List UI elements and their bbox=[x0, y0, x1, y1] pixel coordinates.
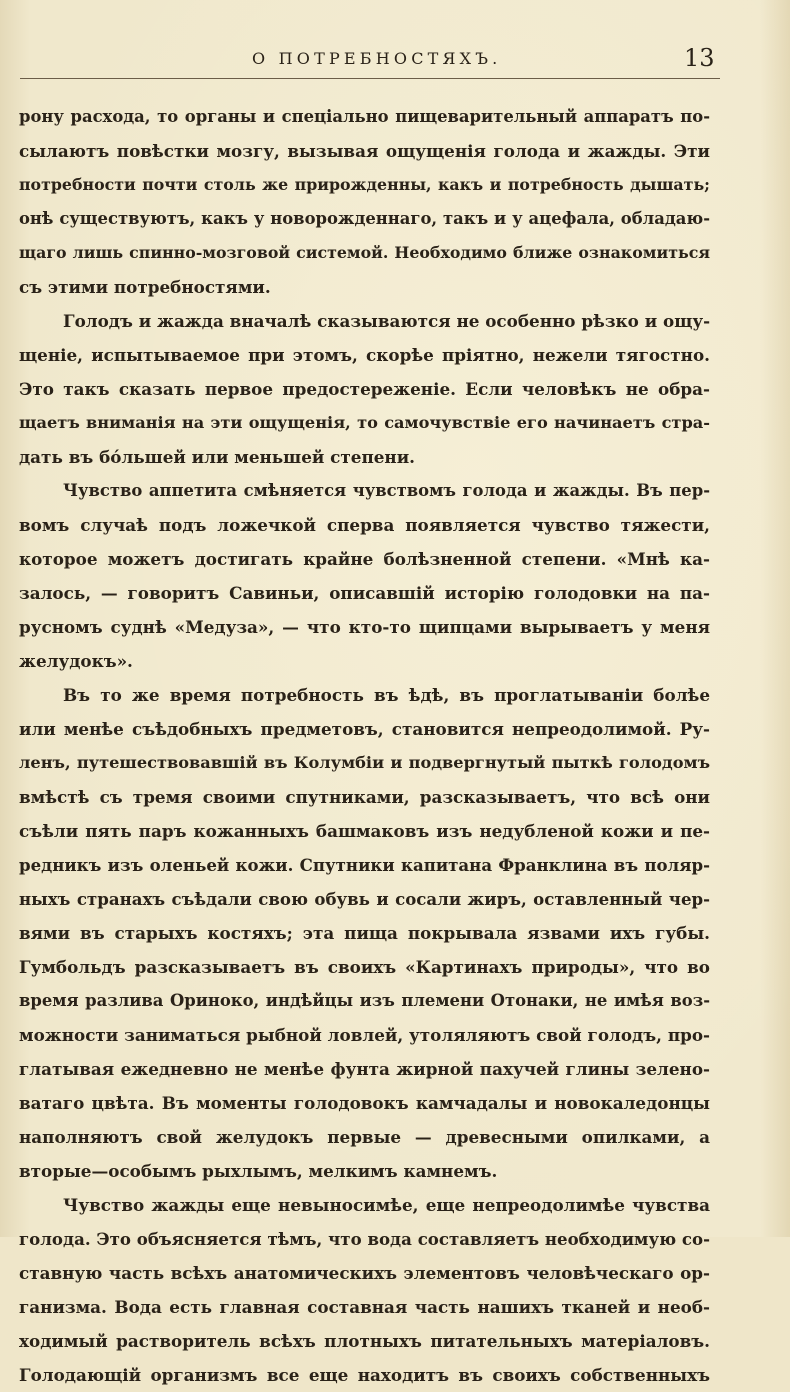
text-line: голода. Это объясняется тѣмъ, что вода составляетъ необходимую со- bbox=[19, 1229, 710, 1249]
running-title: О ПОТРЕБНОСТЯХЪ. bbox=[252, 49, 502, 68]
text-line: ставную часть всѣхъ анатомическихъ элементовъ человѣческаго ор- bbox=[19, 1263, 710, 1283]
text-line: глатывая ежедневно не менѣе фунта жирной пахучей глины зелено- bbox=[19, 1059, 710, 1079]
text-line: онѣ существуютъ, какъ у новорожденнаго, такъ и у ацефала, обладаю- bbox=[19, 209, 710, 228]
text-line: или менѣе съѣдобныхъ предметовъ, становится непреодолимой. Ру- bbox=[19, 719, 710, 739]
text-line: Чувство аппетита смѣняется чувствомъ голода и жажды. Въ пер- bbox=[63, 481, 710, 500]
text-line: Въ то же время потребность въ ѣдѣ, въ проглатываніи болѣе bbox=[63, 685, 710, 705]
page-number: 13 bbox=[684, 44, 715, 72]
text-line: потребности почти столь же прирожденны, какъ и потребность дышать; bbox=[19, 175, 710, 194]
text-line: вмѣстѣ съ тремя своими спутниками, разсказываетъ, что всѣ они bbox=[19, 787, 710, 807]
text-line: залось, — говоритъ Савиньи, описавшій исторію голодовки на па- bbox=[19, 583, 710, 603]
text-line: Чувство жажды еще невыносимѣе, еще непреодолимѣе чувства bbox=[63, 1195, 710, 1215]
page-header bbox=[0, 46, 790, 76]
text-line: дать въ бо́льшей или меньшей степени. bbox=[19, 447, 415, 467]
text-line: Гумбольдъ разсказываетъ въ своихъ «Картинахъ природы», что во bbox=[19, 957, 710, 977]
text-line: наполняютъ свой желудокъ первые — древесными опилками, а bbox=[19, 1127, 710, 1147]
text-line: ватаго цвѣта. Въ моменты голодовокъ камчадалы и новокаледонцы bbox=[19, 1093, 710, 1113]
text-line: вторые—особымъ рыхлымъ, мелкимъ камнемъ. bbox=[19, 1161, 498, 1181]
text-line: вями въ старыхъ костяхъ; эта пища покрывала язвами ихъ губы. bbox=[19, 923, 710, 943]
text-line: редникъ изъ оленьей кожи. Спутники капитана Франклина въ поляр- bbox=[19, 855, 710, 875]
text-line: ходимый растворитель всѣхъ плотныхъ питательныхъ матеріаловъ. bbox=[19, 1331, 710, 1351]
text-line: сылаютъ повѣстки мозгу, вызывая ощущенія голода и жажды. Эти bbox=[19, 141, 710, 161]
text-line: ганизма. Вода есть главная составная часть нашихъ тканей и необ- bbox=[19, 1297, 710, 1317]
text-line: щаго лишь спинно-мозговой системой. Необходимо ближе ознакомиться bbox=[19, 243, 710, 262]
text-line: желудокъ». bbox=[19, 651, 133, 671]
text-line: можности заниматься рыбной ловлей, утоляляютъ свой голодъ, про- bbox=[19, 1025, 710, 1045]
text-line: рону расхода, то органы и спеціально пищеварительный аппаратъ по- bbox=[19, 107, 710, 126]
text-line: ленъ, путешествовавшій въ Колумбіи и подвергнутый пыткѣ голодомъ bbox=[19, 753, 710, 772]
text-line: ныхъ странахъ съѣдали свою обувь и сосали жиръ, оставленный чер- bbox=[19, 889, 710, 909]
text-line: Это такъ сказать первое предостереженіе. Если человѣкъ не обра- bbox=[19, 379, 710, 399]
text-line: русномъ суднѣ «Медуза», — что кто-то щипцами вырываетъ у меня bbox=[19, 617, 710, 637]
text-line: съ этими потребностями. bbox=[19, 277, 271, 297]
header-rule bbox=[20, 78, 720, 79]
text-line: щеніе, испытываемое при этомъ, скорѣе пріятно, нежели тягостно. bbox=[19, 345, 710, 365]
text-line: щаетъ вниманія на эти ощущенія, то самочувствіе его начинаетъ стра- bbox=[19, 413, 710, 432]
text-line: Голодъ и жажда вначалѣ сказываются не особенно рѣзко и ощу- bbox=[63, 311, 710, 331]
text-line: которое можетъ достигать крайне болѣзненной степени. «Мнѣ ка- bbox=[19, 549, 710, 569]
text-line: Голодающій организмъ все еще находитъ въ своихъ собственныхъ bbox=[19, 1365, 710, 1385]
text-line: съѣли пять паръ кожанныхъ башмаковъ изъ недубленой кожи и пе- bbox=[19, 821, 710, 841]
text-line: время разлива Ориноко, индѣйцы изъ племени Отонаки, не имѣя воз- bbox=[19, 991, 710, 1010]
text-line: вомъ случаѣ подъ ложечкой сперва появляется чувство тяжести, bbox=[19, 515, 710, 535]
